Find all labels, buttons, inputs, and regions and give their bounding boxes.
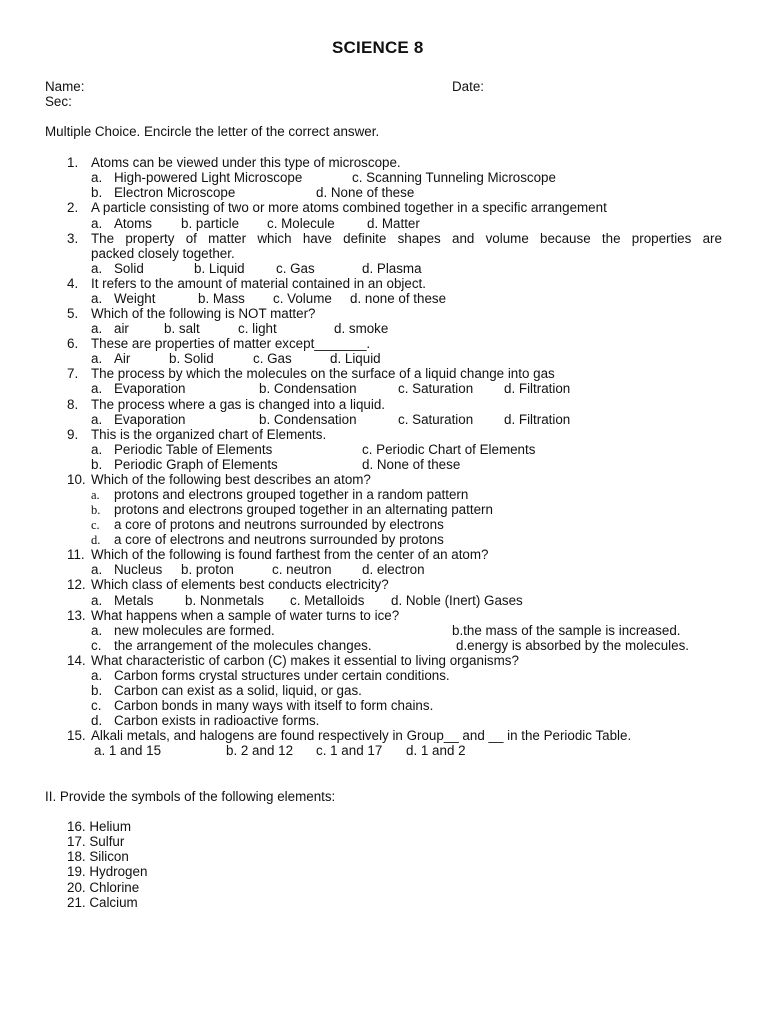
question-word: the (601, 231, 621, 246)
question-text: A particle consisting of two or more atoms combined together in a specific arrangement (91, 200, 607, 215)
question-number: 10. (67, 472, 86, 487)
choice-text: a core of electrons and neutrons surrounded by protons (114, 532, 444, 547)
question-word: and (452, 231, 475, 246)
choice-text: b. Condensation (259, 381, 357, 396)
choice-letter: c. (91, 518, 100, 532)
choice-letter: a. (91, 412, 103, 427)
choice-letter: d. (91, 533, 101, 547)
choice-text: Metals (114, 593, 154, 608)
question-number: 13. (67, 608, 86, 623)
question-word: which (257, 231, 292, 246)
question-word: properties (631, 231, 692, 246)
choice-letter: c. (91, 638, 102, 653)
choice-text: Carbon forms crystal structures under certain conditions. (114, 668, 450, 683)
element-item: 19. Hydrogen (67, 864, 148, 879)
choice-text: c. Volume (273, 291, 332, 306)
choice-text: d.energy is absorbed by the molecules. (456, 638, 689, 653)
question-number: 3. (67, 231, 79, 246)
question-text: This is the organized chart of Elements. (91, 427, 327, 442)
question-word: because (540, 231, 591, 246)
choice-text: High-powered Light Microscope (114, 170, 303, 185)
choice-text: d. Plasma (362, 261, 422, 276)
question-number: 14. (67, 653, 86, 668)
choice-text: d. Liquid (330, 351, 381, 366)
choice-text: d. Matter (367, 216, 420, 231)
choice-text: d. electron (362, 562, 425, 577)
choice-letter: a. (91, 623, 103, 638)
choice-letter: a. (91, 351, 103, 366)
choice-text: Weight (114, 291, 156, 306)
question-text: Atoms can be viewed under this type of microscope. (91, 155, 401, 170)
choice-letter: a. (91, 442, 103, 457)
choice-text: b. Solid (169, 351, 214, 366)
choice-text: b. proton (181, 562, 234, 577)
page-title: SCIENCE 8 (332, 38, 424, 57)
choice-text: Electron Microscope (114, 185, 236, 200)
choice-text: Carbon bonds in many ways with itself to form chains. (114, 698, 434, 713)
choice-letter: a. (91, 381, 103, 396)
choice-letter: a. (91, 668, 103, 683)
choice-text: c. Metalloids (290, 593, 365, 608)
choice-letter: a. (91, 170, 103, 185)
choice-text: c. Scanning Tunneling Microscope (352, 170, 556, 185)
question-text: It refers to the amount of material contained in an object. (91, 276, 426, 291)
choice-text: Atoms (114, 216, 152, 231)
question-text: The process by which the molecules on the surface of a liquid change into gas (91, 366, 555, 381)
question-number: 5. (67, 306, 79, 321)
question-text: Which of the following best describes an atom? (91, 472, 371, 487)
choice-text: d. 1 and 2 (406, 743, 466, 758)
choice-text: b. Nonmetals (185, 593, 264, 608)
question-word: matter (208, 231, 247, 246)
choice-text: the arrangement of the molecules changes. (114, 638, 372, 653)
question-text: Which of the following is found farthest from the center of an atom? (91, 547, 489, 562)
choice-text: protons and electrons grouped together in an alternating pattern (114, 502, 493, 517)
question-number: 7. (67, 366, 79, 381)
choice-text: Evaporation (114, 412, 186, 427)
question-number: 12. (67, 577, 86, 592)
question-text: The process where a gas is changed into a liquid. (91, 397, 386, 412)
choice-letter: a. (91, 321, 103, 336)
choice-text: c. Gas (253, 351, 292, 366)
choice-text: c. Gas (276, 261, 315, 276)
choice-text: c. Saturation (398, 381, 474, 396)
instructions-multiple-choice: Multiple Choice. Encircle the letter of the correct answer. (45, 124, 380, 139)
choice-text: c. Molecule (267, 216, 335, 231)
question-text: packed closely together. (91, 246, 235, 261)
choice-text: air (114, 321, 129, 336)
choice-text: protons and electrons grouped together in a random pattern (114, 487, 469, 502)
choice-text: b. Condensation (259, 412, 357, 427)
choice-letter: b. (91, 185, 103, 200)
choice-text: b. salt (164, 321, 200, 336)
question-word: shapes (397, 231, 441, 246)
choice-letter: b. (91, 503, 101, 517)
choice-text: c. 1 and 17 (316, 743, 383, 758)
question-text: Alkali metals, and halogens are found respectively in Group__ and __ in the Periodic Table. (91, 728, 632, 743)
choice-text: Air (114, 351, 131, 366)
choice-text: a. 1 and 15 (94, 743, 162, 758)
choice-text: c. Saturation (398, 412, 474, 427)
question-text-justified (91, 231, 722, 246)
question-word: are (702, 231, 722, 246)
sec-label: Sec: (45, 94, 72, 109)
question-number: 2. (67, 200, 79, 215)
choice-text: Carbon exists in radioactive forms. (114, 713, 320, 728)
choice-letter: b. (91, 457, 103, 472)
question-number: 1. (67, 155, 79, 170)
choice-letter: b. (91, 683, 103, 698)
date-label: Date: (452, 79, 485, 94)
choice-text: b. particle (181, 216, 240, 231)
choice-text: Nucleus (114, 562, 163, 577)
question-number: 4. (67, 276, 79, 291)
question-text: What happens when a sample of water turns to ice? (91, 608, 400, 623)
choice-letter: a. (91, 562, 103, 577)
element-item: 18. Silicon (67, 849, 129, 864)
question-word: of (185, 231, 197, 246)
choice-text: new molecules are formed. (114, 623, 275, 638)
choice-text: c. light (238, 321, 277, 336)
choice-text: d. Filtration (504, 412, 571, 427)
choice-text: b.the mass of the sample is increased. (452, 623, 681, 638)
choice-text: c. neutron (272, 562, 332, 577)
choice-text: a core of protons and neutrons surrounded by electrons (114, 517, 444, 532)
choice-letter: c. (91, 698, 102, 713)
choice-text: Periodic Graph of Elements (114, 457, 278, 472)
choice-text: b. Mass (198, 291, 245, 306)
name-label: Name: (45, 79, 85, 94)
question-number: 11. (67, 547, 85, 562)
choice-letter: a. (91, 488, 100, 502)
element-item: 17. Sulfur (67, 834, 125, 849)
choice-letter: a. (91, 216, 103, 231)
choice-text: d. Noble (Inert) Gases (391, 593, 523, 608)
question-word: property (125, 231, 175, 246)
choice-text: d. Filtration (504, 381, 571, 396)
choice-text: Solid (114, 261, 144, 276)
choice-letter: a. (91, 291, 103, 306)
choice-text: d. smoke (334, 321, 389, 336)
question-word: volume (485, 231, 529, 246)
choice-text: d. None of these (316, 185, 415, 200)
question-number: 6. (67, 336, 79, 351)
instructions-symbols: II. Provide the symbols of the following elements: (45, 789, 336, 804)
question-text: What characteristic of carbon (C) makes it essential to living organisms? (91, 653, 519, 668)
choice-letter: a. (91, 593, 103, 608)
question-number: 9. (67, 427, 79, 442)
element-item: 20. Chlorine (67, 880, 140, 895)
question-word: definite (343, 231, 387, 246)
question-number: 15. (67, 728, 86, 743)
choice-text: Periodic Table of Elements (114, 442, 273, 457)
question-word: The (91, 231, 115, 246)
choice-letter: d. (91, 713, 103, 728)
choice-text: d. none of these (350, 291, 447, 306)
question-word: have (302, 231, 332, 246)
question-number: 8. (67, 397, 79, 412)
choice-text: Evaporation (114, 381, 186, 396)
choice-letter: a. (91, 261, 103, 276)
choice-text: b. Liquid (194, 261, 245, 276)
element-item: 21. Calcium (67, 895, 138, 910)
choice-text: b. 2 and 12 (226, 743, 294, 758)
element-item: 16. Helium (67, 819, 132, 834)
choice-text: Carbon can exist as a solid, liquid, or gas. (114, 683, 362, 698)
choice-text: d. None of these (362, 457, 461, 472)
question-text: Which class of elements best conducts electricity? (91, 577, 389, 592)
choice-text: c. Periodic Chart of Elements (362, 442, 536, 457)
question-text: These are properties of matter except_______. (91, 336, 371, 351)
question-text: Which of the following is NOT matter? (91, 306, 316, 321)
